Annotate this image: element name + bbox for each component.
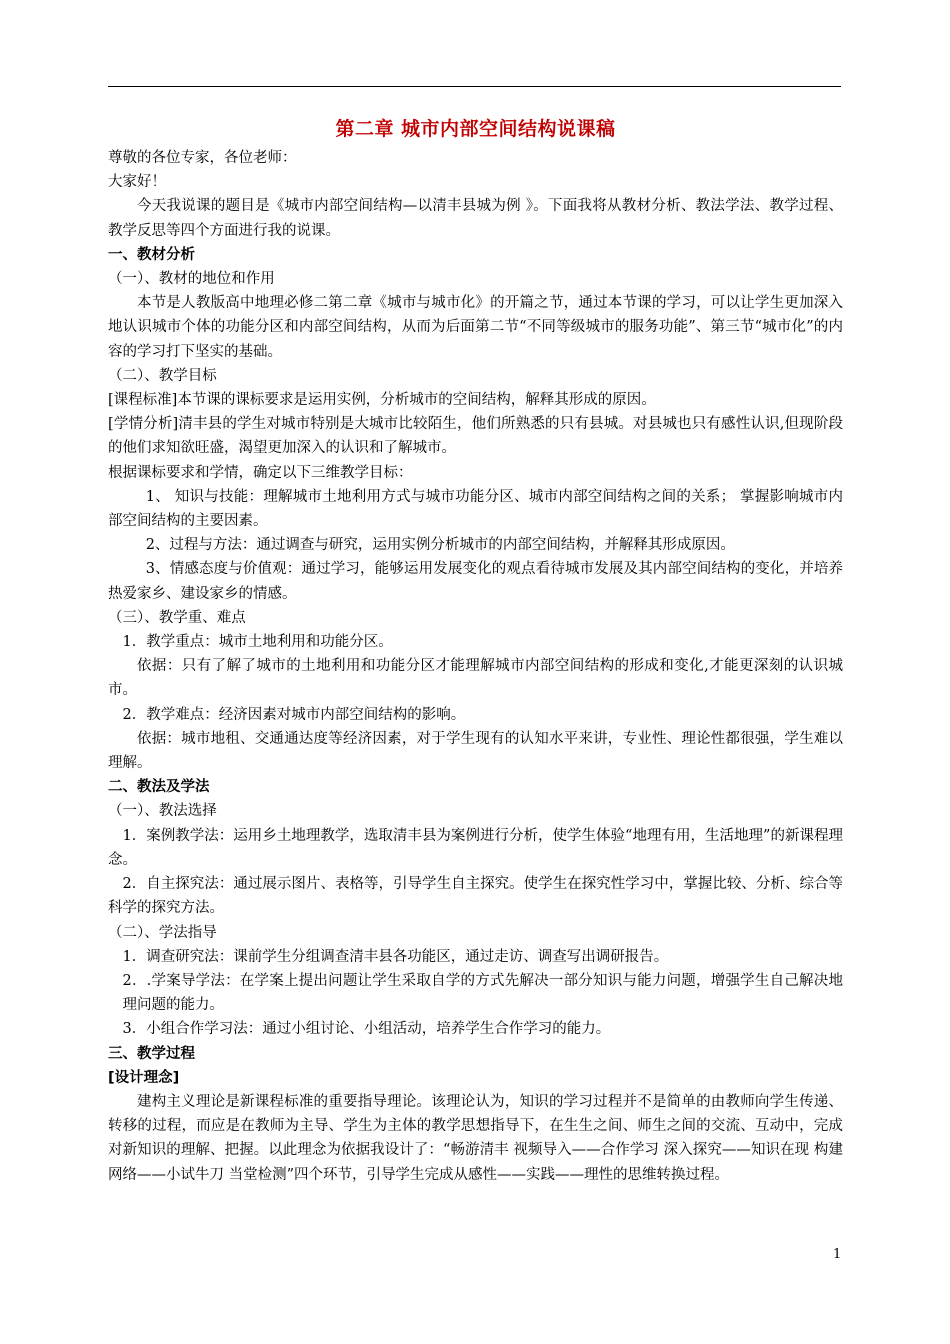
- section-heading: 三、教学过程: [108, 1045, 195, 1062]
- paragraph: 2、过程与方法：通过调查与研究，运用实例分析城市的内部空间结构，并解释其形成原因。: [145, 537, 735, 554]
- paragraph: [课程标准]本节课的课标要求是运用实例，分析城市的空间结构，解释其形成的原因。: [108, 392, 656, 409]
- header-rule: [108, 86, 841, 87]
- paragraph: 依据：城市地租、交通通达度等经济因素，对于学生现有的认知水平来讲，专业性、理论性都很强，学生难以理解。: [108, 730, 843, 772]
- paragraph: 建构主义理论是新课程标准的重要指导理论。该理论认为，知识的学习过程并不是简单的由教师向学生传递、转移的过程，而应是在教师为主导、学生为主体的教学思想指导下，在生生之间、师生之间的交流、互动中，完成对新知识的理解、把握。以此理念为依据我设计了：“畅游清丰 视频导入——合作学习 深入探究——知识在现 构建网络——小试牛刀 当堂检测”四个环节，引导学生完成从感性——实践——理性的思维转换过程。: [108, 1093, 843, 1183]
- paragraph: 今天我说课的题目是《城市内部空间结构—以清丰县城为例 》。下面我将从教材分析、教法学法、教学过程、教学反思等四个方面进行我的说课。: [108, 198, 843, 239]
- document-content: [108, 146, 843, 1187]
- paragraph: （二）、学法指导: [108, 924, 217, 941]
- section-heading: 一、教材分析: [108, 246, 195, 263]
- document-body: [108, 114, 843, 1187]
- paragraph: 本节是人教版高中地理必修二第二章《城市与城市化》的开篇之节，通过本节课的学习，可以让学生更加深入地认识城市个体的功能分区和内部空间结构，从而为后面第二节“不同等级城市的服务功能”、第三节“城市化”的内容的学习打下坚实的基础。: [108, 295, 843, 360]
- page-number: 1: [833, 1247, 842, 1262]
- paragraph: （一）、教材的地位和作用: [108, 271, 275, 288]
- paragraph: （三）、教学重、难点: [108, 609, 246, 626]
- section-heading: [设计理念]: [108, 1069, 180, 1086]
- paragraph: 2．.学案导学法：在学案上提出问题让学生采取自学的方式先解决一部分知识与能力问题，增强学生自己解决地理问题的能力。: [122, 972, 843, 1014]
- paragraph: （一）、教法选择: [108, 803, 217, 820]
- section-heading: 二、教法及学法: [108, 779, 210, 796]
- paragraph: 3．小组合作学习法：通过小组讨论、小组活动，培养学生合作学习的能力。: [122, 1021, 611, 1038]
- paragraph: 根据课标要求和学情，确定以下三维教学目标：: [108, 464, 413, 481]
- paragraph: 2．自主探究法：通过展示图片、表格等，引导学生自主探究。使学生在探究性学习中，掌握比较、分析、综合等科学的探究方法。: [108, 876, 843, 917]
- paragraph: 1．案例教学法：运用乡土地理教学，选取清丰县为案例进行分析，使学生体验“地理有用，生活地理”的新课程理念。: [108, 827, 843, 868]
- paragraph: （二）、教学目标: [108, 367, 217, 384]
- paragraph: 1、 知识与技能：理解城市土地利用方式与城市功能分区、城市内部空间结构之间的关系； 掌握影响城市内部空间结构的主要因素。: [108, 488, 843, 530]
- paragraph: 依据：只有了解了城市的土地利用和功能分区才能理解城市内部空间结构的形成和变化,才能更深刻的认识城市。: [108, 658, 843, 699]
- paragraph: 1．教学重点：城市土地利用和功能分区。: [122, 634, 393, 651]
- paragraph: 尊敬的各位专家，各位老师：: [108, 150, 297, 166]
- paragraph: 大家好！: [108, 174, 166, 191]
- paragraph: 2．教学难点：经济因素对城市内部空间结构的影响。: [122, 706, 466, 723]
- paragraph: [学情分析]清丰县的学生对城市特别是大城市比较陌生，他们所熟悉的只有县城。对县城也只有感性认识,但现阶段的他们求知欲旺盛，渴望更加深入的认识和了解城市。: [108, 416, 843, 457]
- paragraph: 1．调查研究法：课前学生分组调查清丰县各功能区，通过走访、调查写出调研报告。: [122, 948, 669, 965]
- document-title: 第二章 城市内部空间结构说课稿: [335, 118, 616, 140]
- paragraph: 3、情感态度与价值观：通过学习，能够运用发展变化的观点看待城市发展及其内部空间结构的变化，并培养热爱家乡、建设家乡的情感。: [108, 561, 843, 602]
